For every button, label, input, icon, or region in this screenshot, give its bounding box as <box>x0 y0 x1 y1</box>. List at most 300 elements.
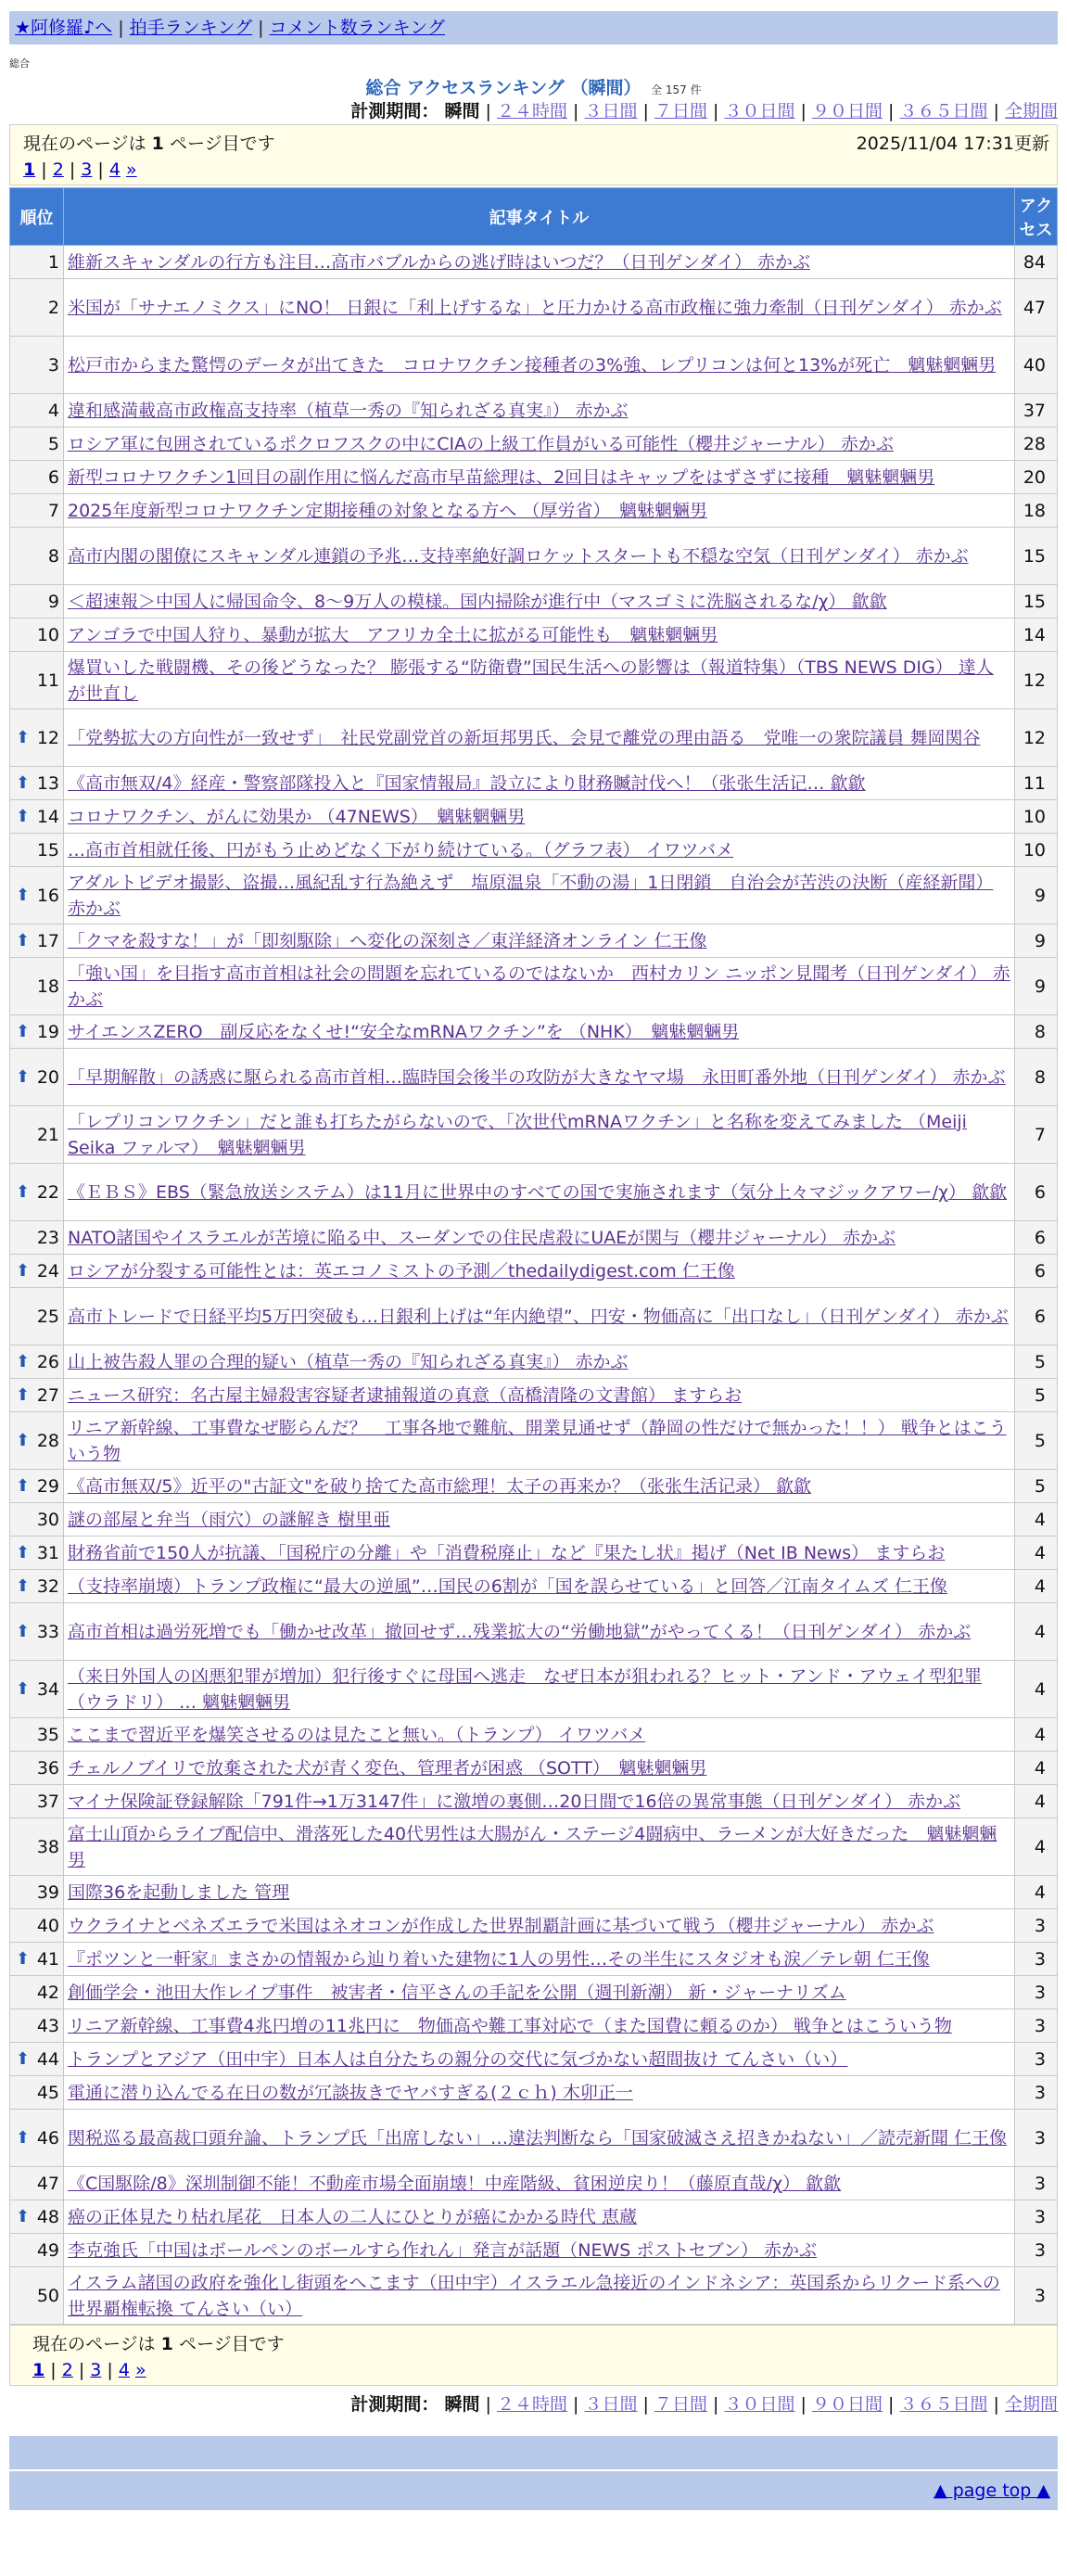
rank-cell <box>10 1661 64 1718</box>
rank-cell <box>10 834 64 867</box>
rank-cell <box>10 2234 64 2267</box>
article-title-link[interactable]: 維新スキャンダルの行方も注目…高市バブルからの逃げ時はいつだ？（日刊ゲンダイ） 赤かぶ <box>68 251 811 273</box>
article-title-link[interactable]: 創価学会・池田大作レイプ事件 被害者・信平さんの手記を公開（週刊新潮） 新・ジャーナリズム <box>68 1982 846 2003</box>
article-title-link[interactable]: アンゴラで中国人狩り、暴動が拡大 アフリカ全土に拡がる可能性も 魑魅魍魎男 <box>68 624 718 645</box>
article-title-link[interactable]: 「レプリコンワクチン」だと誰も打ちたがらないので、「次世代mRNAワクチン」と名称を変えてみました （Meiji Seika ファルマ） 魑魅魍魎男 <box>68 1111 967 1158</box>
rank-number: 20 <box>36 1066 59 1088</box>
rank-up-arrow-icon: ⬆ <box>16 1678 31 1699</box>
rank-number: 5 <box>47 433 59 454</box>
period-current: 瞬間 <box>444 2394 480 2415</box>
rank-number: 49 <box>36 2239 59 2261</box>
title-cell <box>64 1537 1015 1570</box>
rank-cell <box>10 1570 64 1603</box>
period-link-90d[interactable]: ９０日間 <box>811 2394 883 2415</box>
page-links-bottom: 1 | 2 | 3 | 4 » <box>32 2360 146 2380</box>
rank-number: 16 <box>36 885 59 906</box>
access-count: 47 <box>1015 279 1058 337</box>
table-row <box>10 1470 1058 1503</box>
rank-cell <box>10 1288 64 1345</box>
rank-cell <box>10 1503 64 1537</box>
title-header: 記事タイトル <box>64 188 1015 246</box>
article-title-link[interactable]: イスラム諸国の政府を強化し街頭をへこます（田中宇）イスラエル急接近のインドネシア：英国系からリクード系への世界覇権転換 てんさい（い） <box>68 2272 1000 2319</box>
rank-number: 6 <box>47 466 59 488</box>
rank-number: 34 <box>36 1678 59 1700</box>
rank-number: 39 <box>36 1881 59 1903</box>
rank-number: 7 <box>47 500 59 521</box>
access-count: 5 <box>1015 1345 1058 1379</box>
access-count: 12 <box>1015 709 1058 767</box>
title-cell <box>64 1661 1015 1718</box>
access-count: 3 <box>1015 2267 1058 2325</box>
access-count: 12 <box>1015 652 1058 709</box>
rank-up-arrow-icon: ⬆ <box>16 885 31 905</box>
period-link-30d[interactable]: ３０日間 <box>724 101 795 121</box>
rank-number: 22 <box>36 1181 59 1203</box>
article-title-link[interactable]: 癌の正体見たり枯れ尾花 日本人の二人にひとりが癌にかかる時代 恵蔵 <box>68 2206 638 2227</box>
title-cell <box>64 2234 1015 2267</box>
table-row <box>10 461 1058 494</box>
table-row <box>10 1345 1058 1379</box>
article-title-link[interactable]: 「早期解散」の誘惑に駆られる高市首相…臨時国会後半の攻防が大きなヤマ場 永田町番外地（日刊ゲンダイ） 赤かぶ <box>68 1066 1006 1088</box>
rank-number: 12 <box>36 727 59 748</box>
rank-cell <box>10 2009 64 2043</box>
rank-cell <box>10 2167 64 2200</box>
period-link-90d[interactable]: ９０日間 <box>811 101 883 121</box>
rank-cell <box>10 800 64 834</box>
next-page-link[interactable]: » <box>126 159 137 180</box>
article-title-link[interactable]: 富士山頂からライブ配信中、滑落死した40代男性は大腸がん・ステージ4闘病中、ラーメンが大好きだった 魑魅魍魎男 <box>68 1823 997 1870</box>
title-cell <box>64 1943 1015 1976</box>
page-link-1[interactable]: 1 <box>23 159 36 180</box>
rank-cell <box>10 1537 64 1570</box>
rank-cell <box>10 2043 64 2076</box>
article-title-link[interactable]: 「強い国」を目指す高市首相は社会の問題を忘れているのではないか 西村カリン ニッポン見聞考（日刊ゲンダイ） 赤かぶ <box>68 963 1010 1010</box>
title-cell <box>64 585 1015 618</box>
access-count: 10 <box>1015 800 1058 834</box>
rank-cell <box>10 867 64 925</box>
period-label: 計測期間： <box>350 101 439 121</box>
title-cell <box>64 925 1015 958</box>
rank-up-arrow-icon: ⬆ <box>16 930 31 950</box>
table-row <box>10 1976 1058 2009</box>
title-cell <box>64 1015 1015 1049</box>
rank-number: 1 <box>47 251 59 273</box>
article-title-link[interactable]: ＜超速報＞中国人に帰国命令、8～9万人の模様。国内掃除が進行中（マスゴミに洗脳されるな/χ） 歙歙 <box>68 591 887 612</box>
rank-number: 31 <box>36 1542 59 1563</box>
access-count: 20 <box>1015 461 1058 494</box>
table-row <box>10 2009 1058 2043</box>
rank-number: 50 <box>36 2285 59 2306</box>
access-count: 3 <box>1015 2234 1058 2267</box>
rank-cell <box>10 767 64 800</box>
title-cell <box>64 528 1015 585</box>
article-title-link[interactable]: 国際36を起動しました 管理 <box>68 1881 290 1903</box>
table-row <box>10 834 1058 867</box>
table-row <box>10 925 1058 958</box>
rank-up-arrow-icon: ⬆ <box>16 1066 31 1087</box>
table-row <box>10 1537 1058 1570</box>
rank-number: 45 <box>36 2082 59 2103</box>
access-count: 40 <box>1015 337 1058 394</box>
table-row <box>10 1752 1058 1785</box>
title-cell <box>64 1221 1015 1255</box>
period-link-7d[interactable]: ７日間 <box>654 2394 707 2415</box>
rank-cell <box>10 1909 64 1943</box>
title-cell <box>64 1570 1015 1603</box>
access-count: 8 <box>1015 1049 1058 1106</box>
page-link-2[interactable]: 2 <box>61 2360 73 2380</box>
access-count: 15 <box>1015 528 1058 585</box>
pager-top <box>9 124 1058 185</box>
rank-number: 21 <box>36 1124 59 1145</box>
rank-cell <box>10 1785 64 1818</box>
rank-up-arrow-icon: ⬆ <box>16 2048 31 2069</box>
category-label: 総合 <box>9 57 30 70</box>
rank-cell <box>10 1603 64 1661</box>
rank-cell <box>10 427 64 461</box>
rank-up-arrow-icon: ⬆ <box>16 1351 31 1371</box>
article-title-link[interactable]: 2025年度新型コロナワクチン定期接種の対象となる方へ （厚労省） 魑魅魍魎男 <box>68 500 707 521</box>
article-title-link[interactable]: 違和感満載高市政権高支持率（植草一秀の『知られざる真実』） 赤かぶ <box>68 400 629 421</box>
article-title-link[interactable]: （支持率崩壊）トランプ政権に“最大の逆風”…国民の6割が「国を誤らせている」と回答／江南タイムズ 仁王像 <box>68 1575 947 1597</box>
title-cell <box>64 394 1015 427</box>
article-title-link[interactable]: 高市首相は過労死増でも「働かせ改革」撤回せず…残業拡大の“労働地獄”がやってくる！（日刊ゲンダイ） 赤かぶ <box>68 1621 972 1642</box>
rank-number: 46 <box>36 2127 59 2149</box>
title-cell <box>64 1106 1015 1164</box>
access-count: 3 <box>1015 2009 1058 2043</box>
table-row <box>10 2267 1058 2325</box>
title-cell <box>64 1503 1015 1537</box>
rank-cell <box>10 494 64 528</box>
rank-cell <box>10 709 64 767</box>
access-count: 9 <box>1015 867 1058 925</box>
rank-cell <box>10 2267 64 2325</box>
table-row <box>10 2110 1058 2167</box>
ranking-table <box>9 187 1058 2325</box>
table-row <box>10 1785 1058 1818</box>
article-title-link[interactable]: ニュース研究：名古屋主婦殺害容疑者逮捕報道の真意（高橋清隆の文書館） ますらお <box>68 1384 743 1406</box>
article-title-link[interactable]: ロシアが分裂する可能性とは：英エコノミストの予測／thedailydigest.com 仁王像 <box>68 1260 735 1282</box>
period-link-7d[interactable]: ７日間 <box>654 101 707 121</box>
ranking-table-body <box>10 246 1058 2325</box>
rank-number: 4 <box>47 400 59 421</box>
title-cell <box>64 652 1015 709</box>
rank-number: 2 <box>47 297 59 318</box>
article-title-link[interactable]: コロナワクチン、がんに効果か （47NEWS） 魑魅魍魎男 <box>68 806 526 827</box>
table-row <box>10 958 1058 1015</box>
access-count: 4 <box>1015 1503 1058 1537</box>
title-cell <box>64 1049 1015 1106</box>
rank-cell <box>10 279 64 337</box>
title-cell <box>64 2110 1015 2167</box>
article-title-link[interactable]: 「クマを殺すな！」が「即刻駆除」へ変化の深刻さ／東洋経済オンライン 仁王像 <box>68 930 707 951</box>
table-row <box>10 1164 1058 1221</box>
title-cell <box>64 461 1015 494</box>
rank-number: 29 <box>36 1475 59 1497</box>
article-title-link[interactable]: …高市首相就任後、円がもう止めどなく下がり続けている。（グラフ表） イワツバメ <box>68 839 734 861</box>
article-title-link[interactable]: 高市トレードで日経平均5万円突破も…日銀利上げは“年内絶望”、円安・物価高に「出口なし」（日刊ゲンダイ） 赤かぶ <box>68 1306 1009 1327</box>
rank-number: 14 <box>36 806 59 827</box>
article-title-link[interactable]: チェルノブイリで放棄された犬が青く変色、管理者が困惑 （SOTT） 魑魅魍魎男 <box>68 1757 707 1779</box>
title-cell <box>64 1255 1015 1288</box>
article-title-link[interactable]: 新型コロナワクチン1回目の副作用に悩んだ高市早苗総理は、2回目はキャップをはずさずに接種 魑魅魍魎男 <box>68 466 935 488</box>
rank-number: 18 <box>36 976 59 997</box>
access-count: 9 <box>1015 958 1058 1015</box>
title-cell <box>64 279 1015 337</box>
title-cell <box>64 427 1015 461</box>
title-cell <box>64 767 1015 800</box>
rank-cell <box>10 337 64 394</box>
current-page-text-bottom <box>32 2331 1035 2357</box>
access-count: 4 <box>1015 1661 1058 1718</box>
title-cell <box>64 1752 1015 1785</box>
access-count: 8 <box>1015 1015 1058 1049</box>
access-count: 18 <box>1015 494 1058 528</box>
table-row <box>10 2076 1058 2110</box>
total-count: 全 157 件 <box>651 83 702 96</box>
rank-up-arrow-icon: ⬆ <box>16 806 31 826</box>
rank-up-arrow-icon: ⬆ <box>16 2127 31 2148</box>
rank-cell <box>10 585 64 618</box>
period-link-24h[interactable]: ２４時間 <box>496 2394 567 2415</box>
title-cell <box>64 709 1015 767</box>
title-cell <box>64 800 1015 834</box>
nav-separator: | <box>258 18 264 38</box>
period-selector: 計測期間： 瞬間 | ２４時間 | ３日間 | ７日間 | ３０日間 | ９０日間 | ３６５日間 | 全期間 <box>350 101 1058 121</box>
article-title-link[interactable]: 高市内閣の閣僚にスキャンダル連鎖の予兆…支持率絶好調ロケットスタートも不穏な空気（日刊ゲンダイ） 赤かぶ <box>68 545 969 567</box>
page-link-3[interactable]: 3 <box>81 159 93 180</box>
article-title-link[interactable]: アダルトビデオ撮影、盗撮…風紀乱す行為絶えず 塩原温泉「不動の湯」1日閉鎖 自治会が苦渋の決断（産経新聞） 赤かぶ <box>68 872 994 919</box>
page-link-4[interactable]: 4 <box>118 2360 130 2380</box>
period-current: 瞬間 <box>444 101 480 121</box>
access-header: アクセス <box>1015 188 1058 246</box>
rank-cell <box>10 1049 64 1106</box>
table-row <box>10 1876 1058 1909</box>
rank-cell <box>10 394 64 427</box>
article-title-link[interactable]: 松戸市からまた驚愕のデータが出てきた コロナワクチン接種者の3%強、レプリコンは何と13%が死亡 魑魅魍魎男 <box>68 354 997 376</box>
article-title-link[interactable]: 《高市無双/5》近平の"古証文"を破り捨てた高市総理！太子の再来か？（张张生活记录） 歙歙 <box>68 1475 812 1497</box>
title-cell <box>64 2076 1015 2110</box>
rank-number: 11 <box>36 670 59 691</box>
article-title-link[interactable]: NATO諸国やイスラエルが苦境に陥る中、スーダンでの住民虐殺にUAEが関与（櫻井ジャーナル） 赤かぶ <box>68 1227 896 1248</box>
rank-number: 23 <box>36 1227 59 1248</box>
rank-cell <box>10 652 64 709</box>
table-row <box>10 1288 1058 1345</box>
article-title-link[interactable]: リニア新幹線、工事費なぜ膨らんだ？ 工事各地で難航、開業見通せず（静岡の性だけで無かった！！） 戦争とはこういう物 <box>68 1417 1007 1464</box>
period-link-3d[interactable]: ３日間 <box>584 101 638 121</box>
access-count: 5 <box>1015 1379 1058 1412</box>
article-title-link[interactable]: 「党勢拡大の方向性が一致せず」 社民党副党首の新垣邦男氏、会見で離党の理由語る 党唯一の衆院議員 舞岡関谷 <box>68 727 981 748</box>
page-link-3[interactable]: 3 <box>90 2360 102 2380</box>
table-row <box>10 1818 1058 1876</box>
access-count: 9 <box>1015 925 1058 958</box>
next-page-link[interactable]: » <box>135 2360 146 2380</box>
access-count: 4 <box>1015 1537 1058 1570</box>
period-link-365d[interactable]: ３６５日間 <box>899 101 988 121</box>
access-count: 6 <box>1015 1288 1058 1345</box>
article-title-link[interactable]: 李克強氏「中国はボールペンのボールすら作れん」発言が話題（NEWS ポストセブン） 赤かぶ <box>68 2239 818 2261</box>
article-title-link[interactable]: マイナ保険証登録解除「791件→1万3147件」に激増の裏側…20日間で16倍の異常事態（日刊ゲンダイ） 赤かぶ <box>68 1791 961 1812</box>
rank-up-arrow-icon: ⬆ <box>16 1181 31 1202</box>
rank-cell <box>10 925 64 958</box>
article-title-link[interactable]: ここまで習近平を爆笑させるのは見たこと無い。（トランプ） イワツバメ <box>68 1724 646 1745</box>
clap-ranking-link[interactable]: 拍手ランキング <box>129 18 253 38</box>
rank-number: 17 <box>36 930 59 951</box>
page-link-1[interactable]: 1 <box>32 2360 45 2380</box>
article-title-link[interactable]: ロシア軍に包囲されているポクロフスクの中にCIAの上級工作員がいる可能性（櫻井ジャーナル） 赤かぶ <box>68 433 894 454</box>
article-title-link[interactable]: リニア新幹線、工事費4兆円増の11兆円に 物価高や難工事対応で（また国費に頼るのか） 戦争とはこういう物 <box>68 2015 952 2036</box>
table-row <box>10 652 1058 709</box>
rank-cell <box>10 1943 64 1976</box>
title-cell <box>64 494 1015 528</box>
period-link-all[interactable]: 全期間 <box>1004 101 1058 121</box>
rank-up-arrow-icon: ⬆ <box>16 1948 31 1969</box>
rank-number: 28 <box>36 1430 59 1451</box>
article-title-link[interactable]: 関税巡る最高裁口頭弁論、トランプ氏「出席しない」…違法判断なら「国家破滅さえ招きかねない」／読売新聞 仁王像 <box>68 2127 1008 2149</box>
access-count: 11 <box>1015 767 1058 800</box>
access-count: 84 <box>1015 246 1058 279</box>
article-title-link[interactable]: （来日外国人の凶悪犯罪が増加）犯行後すぐに母国へ逃走 なぜ日本が狙われる？ヒット・アンド・アウェイ型犯罪（ウラドリ） … 魑魅魍魎男 <box>68 1665 982 1713</box>
access-count: 4 <box>1015 1785 1058 1818</box>
rank-cell <box>10 1106 64 1164</box>
title-cell <box>64 246 1015 279</box>
article-title-link[interactable]: 爆買いした戦闘機、その後どうなった？ 膨張する“防衛費”国民生活への影響は（報道特集）（TBS NEWS DIG） 達人が世直し <box>68 657 994 704</box>
table-row <box>10 1255 1058 1288</box>
article-title-link[interactable]: 『ポツンと一軒家』まさかの情報から辿り着いた建物に1人の男性…その半生にスタジオも涙／テレ朝 仁王像 <box>68 1948 930 1970</box>
article-title-link[interactable]: 《高市無双/4》経産・警察部隊投入と『国家情報局』設立により財務贓討伐へ！（张张生活记… 歙歙 <box>68 772 866 794</box>
rank-number: 33 <box>36 1621 59 1642</box>
period-link-24h[interactable]: ２４時間 <box>496 101 567 121</box>
rank-cell <box>10 1470 64 1503</box>
title-cell <box>64 1603 1015 1661</box>
rank-cell <box>10 618 64 652</box>
table-row <box>10 1412 1058 1470</box>
rank-up-arrow-icon: ⬆ <box>16 1021 31 1041</box>
rank-up-arrow-icon: ⬆ <box>16 727 31 747</box>
access-count: 5 <box>1015 1412 1058 1470</box>
rank-number: 32 <box>36 1575 59 1597</box>
article-title-link[interactable]: トランプとアジア（田中宇）日本人は自分たちの親分の交代に気づかない超間抜け てんさい（い） <box>68 2048 848 2070</box>
table-header-row <box>10 188 1058 246</box>
rank-up-arrow-icon: ⬆ <box>16 1542 31 1562</box>
home-link[interactable]: ★阿修羅♪へ <box>15 18 113 38</box>
title-cell <box>64 1909 1015 1943</box>
table-row <box>10 1379 1058 1412</box>
table-row <box>10 800 1058 834</box>
article-title-link[interactable]: 財務省前で150人が抗議、「国税庁の分離」や「消費税廃止」など『果たし状』掲げ（Net IB News） ますらお <box>68 1542 946 1563</box>
rank-cell <box>10 1164 64 1221</box>
pager-bottom <box>9 2325 1058 2386</box>
rank-number: 38 <box>36 1836 59 1857</box>
page-link-2[interactable]: 2 <box>52 159 64 180</box>
title-cell <box>64 618 1015 652</box>
table-row <box>10 1503 1058 1537</box>
title-cell <box>64 2167 1015 2200</box>
rank-header: 順位 <box>10 188 64 246</box>
period-selector-bottom: 計測期間： 瞬間 | ２４時間 | ３日間 | ７日間 | ３０日間 | ９０日間 | ３６５日間 | 全期間 <box>350 2394 1058 2415</box>
table-row <box>10 2200 1058 2234</box>
title-cell <box>64 2267 1015 2325</box>
title-cell <box>64 1818 1015 1876</box>
table-row <box>10 1049 1058 1106</box>
bottom-bar <box>9 2436 1058 2469</box>
article-title-link[interactable]: 山上被告殺人罪の合理的疑い（植草一秀の『知られざる真実』） 赤かぶ <box>68 1351 629 1372</box>
rank-number: 24 <box>36 1260 59 1282</box>
access-count: 28 <box>1015 427 1058 461</box>
table-row <box>10 618 1058 652</box>
rank-cell <box>10 2110 64 2167</box>
rank-number: 40 <box>36 1915 59 1936</box>
title-cell <box>64 1718 1015 1752</box>
title-cell <box>64 1876 1015 1909</box>
access-count: 3 <box>1015 2110 1058 2167</box>
rank-number: 44 <box>36 2048 59 2070</box>
page-title-text: 総合 アクセスランキング （瞬間） <box>365 78 641 98</box>
rank-cell <box>10 2076 64 2110</box>
rank-number: 8 <box>47 545 59 567</box>
rank-cell <box>10 1221 64 1255</box>
rank-number: 42 <box>36 1982 59 2003</box>
period-link-3d[interactable]: ３日間 <box>584 2394 638 2415</box>
table-row <box>10 2234 1058 2267</box>
page-link-4[interactable]: 4 <box>108 159 121 180</box>
article-title-link[interactable]: 米国が「サナエノミクス」にNO！ 日銀に「利上げするな」と圧力かける高市政権に強力牽制（日刊ゲンダイ） 赤かぶ <box>68 297 1002 318</box>
current-page-post: ページ目です <box>178 2334 285 2354</box>
access-count: 10 <box>1015 834 1058 867</box>
table-row <box>10 1603 1058 1661</box>
rank-up-arrow-icon: ⬆ <box>16 2206 31 2226</box>
comment-ranking-link[interactable]: コメント数ランキング <box>269 18 446 38</box>
period-link-365d[interactable]: ３６５日間 <box>899 2394 988 2415</box>
article-title-link[interactable]: 電通に潜り込んでる在日の数が冗談抜きでヤバすぎる(２ｃｈ) 木卯正一 <box>68 2082 633 2103</box>
rank-cell <box>10 1976 64 2009</box>
article-title-link[interactable]: ウクライナとベネズエラで米国はネオコンが作成した世界制覇計画に基づいて戦う（櫻井ジャーナル） 赤かぶ <box>68 1915 934 1936</box>
page-top-link[interactable]: ▲ page top ▲ <box>934 2480 1050 2501</box>
access-count: 4 <box>1015 1718 1058 1752</box>
table-row <box>10 427 1058 461</box>
rank-cell <box>10 1818 64 1876</box>
table-row <box>10 1909 1058 1943</box>
rank-up-arrow-icon: ⬆ <box>16 1430 31 1450</box>
period-link-30d[interactable]: ３０日間 <box>724 2394 795 2415</box>
article-title-link[interactable]: 謎の部屋と弁当（雨穴）の謎解き 樹里亜 <box>68 1509 391 1530</box>
article-title-link[interactable]: サイエンスZERO 副反応をなくせ!“安全なmRNAワクチン”を （NHK） 魑魅魍魎男 <box>68 1021 740 1042</box>
rank-number: 27 <box>36 1384 59 1406</box>
access-count: 3 <box>1015 1943 1058 1976</box>
table-row <box>10 1221 1058 1255</box>
title-cell <box>64 2043 1015 2076</box>
table-row <box>10 246 1058 279</box>
title-cell <box>64 1470 1015 1503</box>
current-page-number: 1 <box>151 134 164 154</box>
rank-up-arrow-icon: ⬆ <box>16 1260 31 1281</box>
period-link-all[interactable]: 全期間 <box>1004 2394 1058 2415</box>
access-count: 3 <box>1015 2167 1058 2200</box>
article-title-link[interactable]: 《C国駆除/8》深圳制御不能！不動産市場全面崩壊！中産階級、貧困逆戻り！（藤原直哉/χ） 歙歙 <box>68 2173 842 2194</box>
title-cell <box>64 1976 1015 2009</box>
access-count: 4 <box>1015 1752 1058 1785</box>
top-navigation <box>9 11 1058 45</box>
rank-number: 26 <box>36 1351 59 1372</box>
rank-number: 43 <box>36 2015 59 2036</box>
access-count: 3 <box>1015 1976 1058 2009</box>
access-count: 4 <box>1015 1818 1058 1876</box>
access-count: 3 <box>1015 1909 1058 1943</box>
table-row <box>10 528 1058 585</box>
rank-number: 13 <box>36 772 59 794</box>
rank-cell <box>10 2200 64 2234</box>
article-title-link[interactable]: 《ＥＢＳ》EBS（緊急放送システム）は11月に世界中のすべての国で実施されます（気分上々マジックアワー/χ） 歙歙 <box>68 1181 1008 1203</box>
